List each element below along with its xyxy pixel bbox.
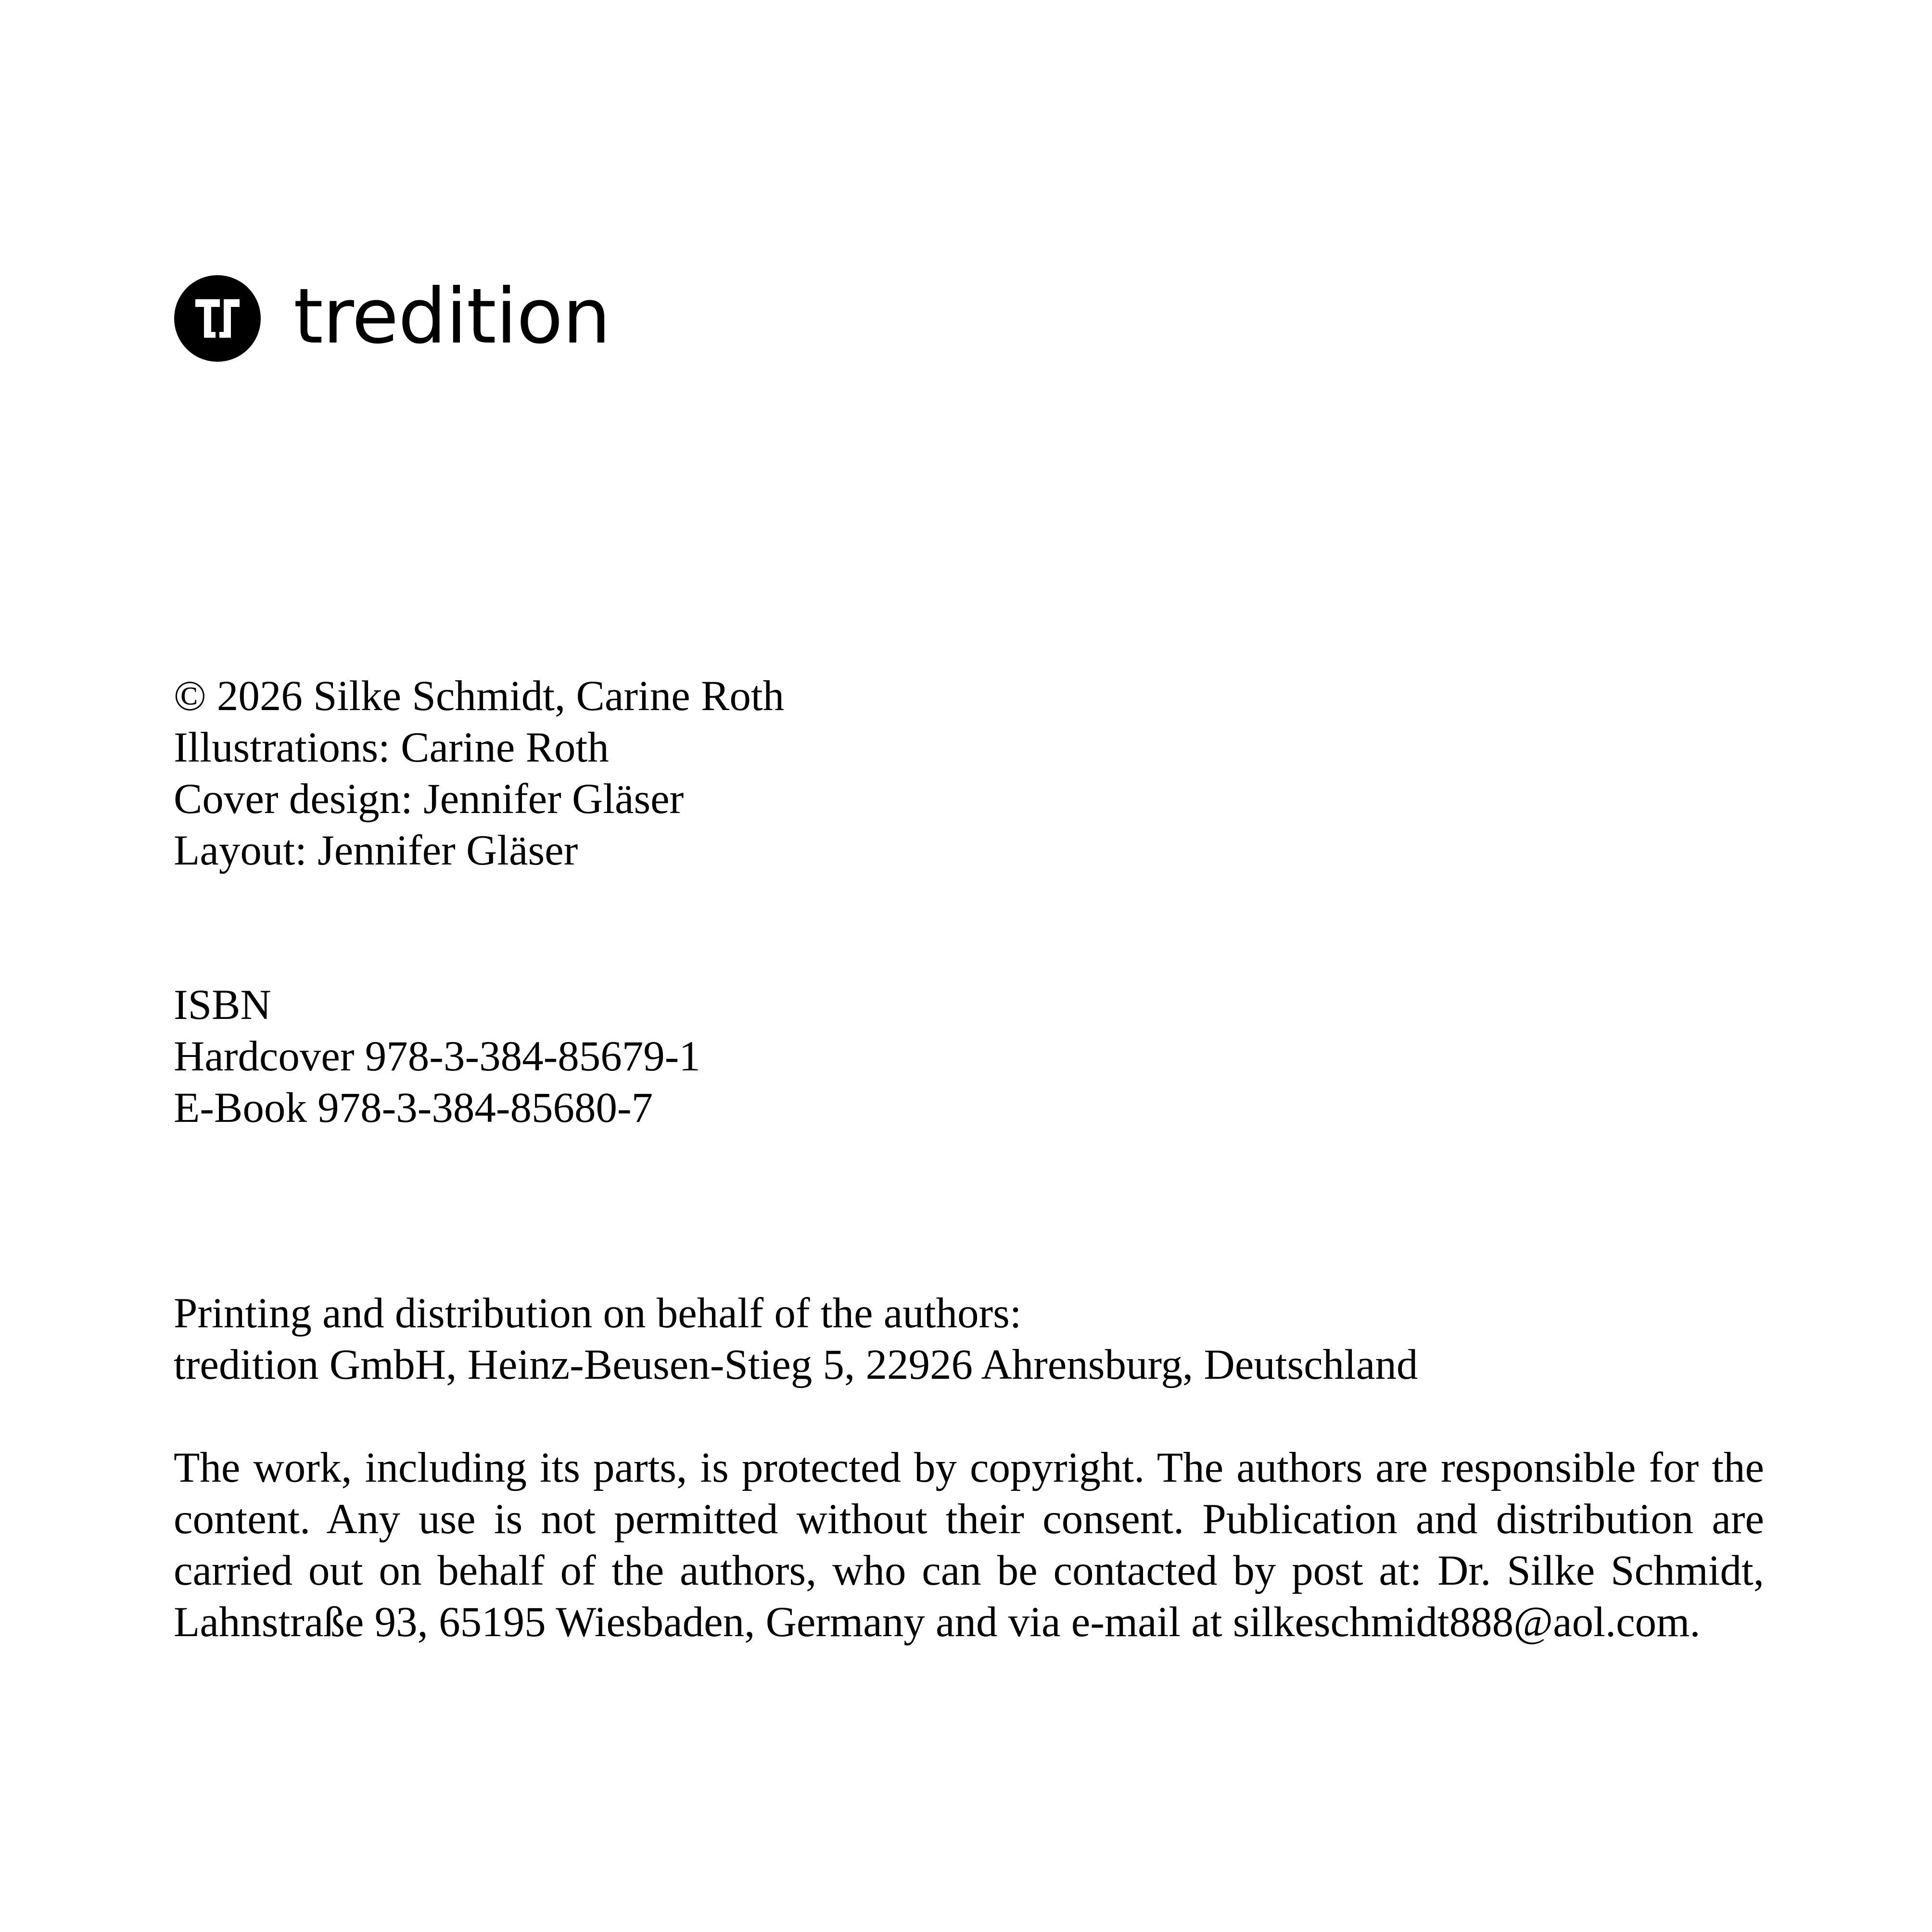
printing-heading: Printing and distribution on behalf of the authors: [174,1290,1022,1337]
credits-block [174,671,784,877]
logo-wordmark: tredition [293,272,610,361]
isbn-hardcover: Hardcover 978-3-384-85679-1 [174,1033,700,1080]
tredition-logo-icon [174,275,261,362]
isbn-ebook: E-Book 978-3-384-85680-7 [174,1084,653,1131]
copyright-line: © 2026 Silke Schmidt, Carine Roth [174,673,785,720]
isbn-heading: ISBN [174,981,271,1029]
printing-block [174,1288,1418,1391]
legal-notice: The work, including its parts, is protected by copyright. The authors are responsible for the content. Any use is not permitted without their consent. Publication and distribution are carried out on behalf of the authors, who can be contacted by post at: Dr. Silke Schmidt, Lahnstraße 93, 65195 Wiesbaden, Germany and via e-mail at silkeschmidt888@aol.com. [174,1444,1764,1646]
illustrations-credit: Illustrations: Carine Roth [174,724,609,771]
publisher-logo [174,272,610,362]
isbn-block [174,979,700,1134]
publisher-address: tredition GmbH, Heinz-Beusen-Stieg 5, 22926 Ahrensburg, Deutschland [174,1341,1418,1388]
cover-design-credit: Cover design: Jennifer Gläser [174,775,684,823]
layout-credit: Layout: Jennifer Gläser [174,827,578,874]
